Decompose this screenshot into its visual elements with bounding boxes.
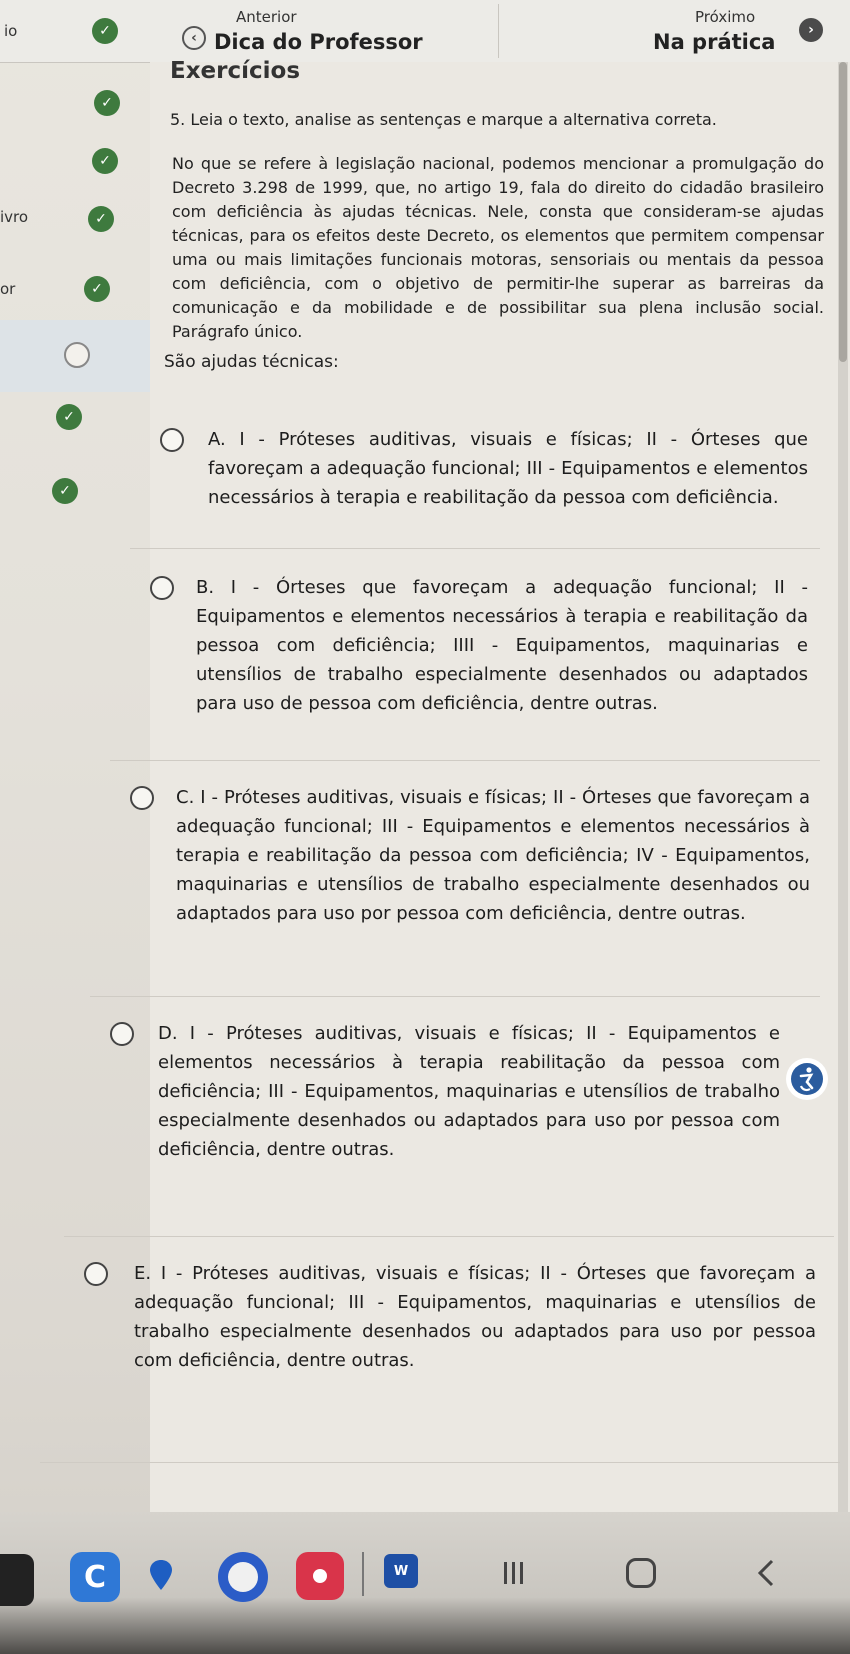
question-prompt: São ajudas técnicas: bbox=[164, 352, 339, 372]
option-d-text[interactable]: D. I - Próteses auditivas, visuais e físicas; II - Equipamentos e elementos necessários à terapia reabilitação da pessoa com deficiência; III - Equipamentos, maquinarias e utensílios de trabalho especialmente desenhados ou adaptados para uso por pessoa com deficiência, dentre outras. bbox=[158, 1023, 780, 1160]
scrollbar[interactable] bbox=[838, 62, 848, 1512]
check-icon: ✓ bbox=[92, 18, 118, 44]
next-nav[interactable] bbox=[498, 4, 839, 58]
option-a-text[interactable]: A. I - Próteses auditivas, visuais e físicas; II - Órteses que favoreçam a adequação funcional; III - Equipamentos e elementos necessários à terapia e reabilitação da pessoa com deficiência. bbox=[208, 429, 808, 508]
option-divider bbox=[40, 1462, 840, 1463]
option-e-text[interactable]: E. I - Próteses auditivas, visuais e físicas; II - Órteses que favoreçam a adequação funcional; III - Equipamentos, maquinarias e utensílios de trabalho especialmente desenhados ou adaptados para uso por pessoa com deficiência, dentre outras. bbox=[134, 1263, 816, 1371]
camera-app-icon[interactable] bbox=[296, 1552, 344, 1600]
option-b-text[interactable]: B. I - Órteses que favoreçam a adequação funcional; II - Equipamentos e elementos necessários à terapia e reabilitação da pessoa com deficiência; IIII - Equipamentos, maquinarias e utensílios de trabalho especialmente desenhados ou adaptados para uso de pessoa com deficiência, dentre outras. bbox=[196, 577, 808, 714]
classroom-app-icon[interactable]: C bbox=[70, 1552, 120, 1602]
previous-title: Dica do Professor bbox=[214, 30, 423, 54]
scrollbar-thumb[interactable] bbox=[839, 62, 847, 362]
pending-circle-icon bbox=[64, 342, 90, 368]
next-title: Na prática bbox=[653, 30, 776, 54]
camera-lens bbox=[313, 1569, 327, 1583]
left-nav-fragment[interactable]: io bbox=[4, 22, 18, 40]
option-c-text[interactable]: C. I - Próteses auditivas, visuais e físicas; II - Órteses que favoreçam a adequação funcional; III - Equipamentos e elementos necessários à terapia e reabilitação da pessoa com deficiência; IV - Equipamentos, maquinarias e utensílios de trabalho especialmente desenhados ou adaptados para uso por pessoa com deficiência, dentre outras. bbox=[176, 787, 810, 924]
browser-app-icon[interactable] bbox=[218, 1552, 268, 1602]
location-pin-icon[interactable] bbox=[150, 1564, 172, 1586]
option-divider bbox=[130, 548, 820, 549]
sidebar-item-fragment[interactable]: ivro bbox=[0, 208, 29, 226]
accessibility-help-icon[interactable] bbox=[786, 1058, 828, 1100]
app-icon-dark[interactable] bbox=[0, 1554, 34, 1606]
chevron-right-icon[interactable]: › bbox=[799, 18, 823, 42]
check-icon: ✓ bbox=[52, 478, 78, 504]
option-d-radio[interactable] bbox=[110, 1022, 134, 1046]
back-button-icon[interactable] bbox=[754, 1558, 778, 1588]
recent-apps-icon[interactable] bbox=[500, 1558, 528, 1588]
section-title: Exercícios bbox=[170, 58, 301, 84]
check-icon: ✓ bbox=[84, 276, 110, 302]
option-b-radio[interactable] bbox=[150, 576, 174, 600]
previous-small-label: Anterior bbox=[236, 8, 297, 26]
taskbar-separator bbox=[362, 1552, 364, 1596]
sidebar-item-fragment[interactable]: or bbox=[0, 280, 16, 298]
check-icon: ✓ bbox=[94, 90, 120, 116]
option-divider bbox=[64, 1236, 834, 1237]
question-paragraph: No que se refere à legislação nacional, podemos mencionar a promulgação do Decreto 3.298 de 1999, que, no artigo 19, fala do direito do cidadão brasileiro com deficiência às ajudas técnicas. Nele, consta que consideram-se ajudas técnicas, para os efeitos deste Decreto, os elementos que permitem compensar uma ou mais limitações funcionais motoras, sensoriais ou mentais da pessoa com deficiência, com o objetivo de permitir-lhe superar as barreiras da comunicação e da mobilidade e de possibilitar sua plena inclusão social. Parágrafo único. bbox=[172, 154, 824, 341]
home-button-icon[interactable] bbox=[626, 1558, 656, 1588]
question-text: 5. Leia o texto, analise as sentenças e marque a alternativa correta. bbox=[170, 110, 717, 129]
check-icon: ✓ bbox=[56, 404, 82, 430]
option-a-radio[interactable] bbox=[160, 428, 184, 452]
top-navigation bbox=[0, 0, 850, 63]
option-divider bbox=[90, 996, 820, 997]
chevron-left-icon[interactable]: ‹ bbox=[182, 26, 206, 50]
option-c-radio[interactable] bbox=[130, 786, 154, 810]
check-icon: ✓ bbox=[88, 206, 114, 232]
device-taskbar bbox=[0, 1512, 850, 1654]
next-small-label: Próximo bbox=[695, 8, 756, 26]
option-e-radio[interactable] bbox=[84, 1262, 108, 1286]
browser-app-inner bbox=[228, 1562, 258, 1592]
previous-nav[interactable] bbox=[178, 4, 494, 58]
option-divider bbox=[110, 760, 820, 761]
word-app-badge: W bbox=[393, 1563, 409, 1579]
word-app-icon[interactable] bbox=[384, 1554, 418, 1588]
check-icon: ✓ bbox=[92, 148, 118, 174]
